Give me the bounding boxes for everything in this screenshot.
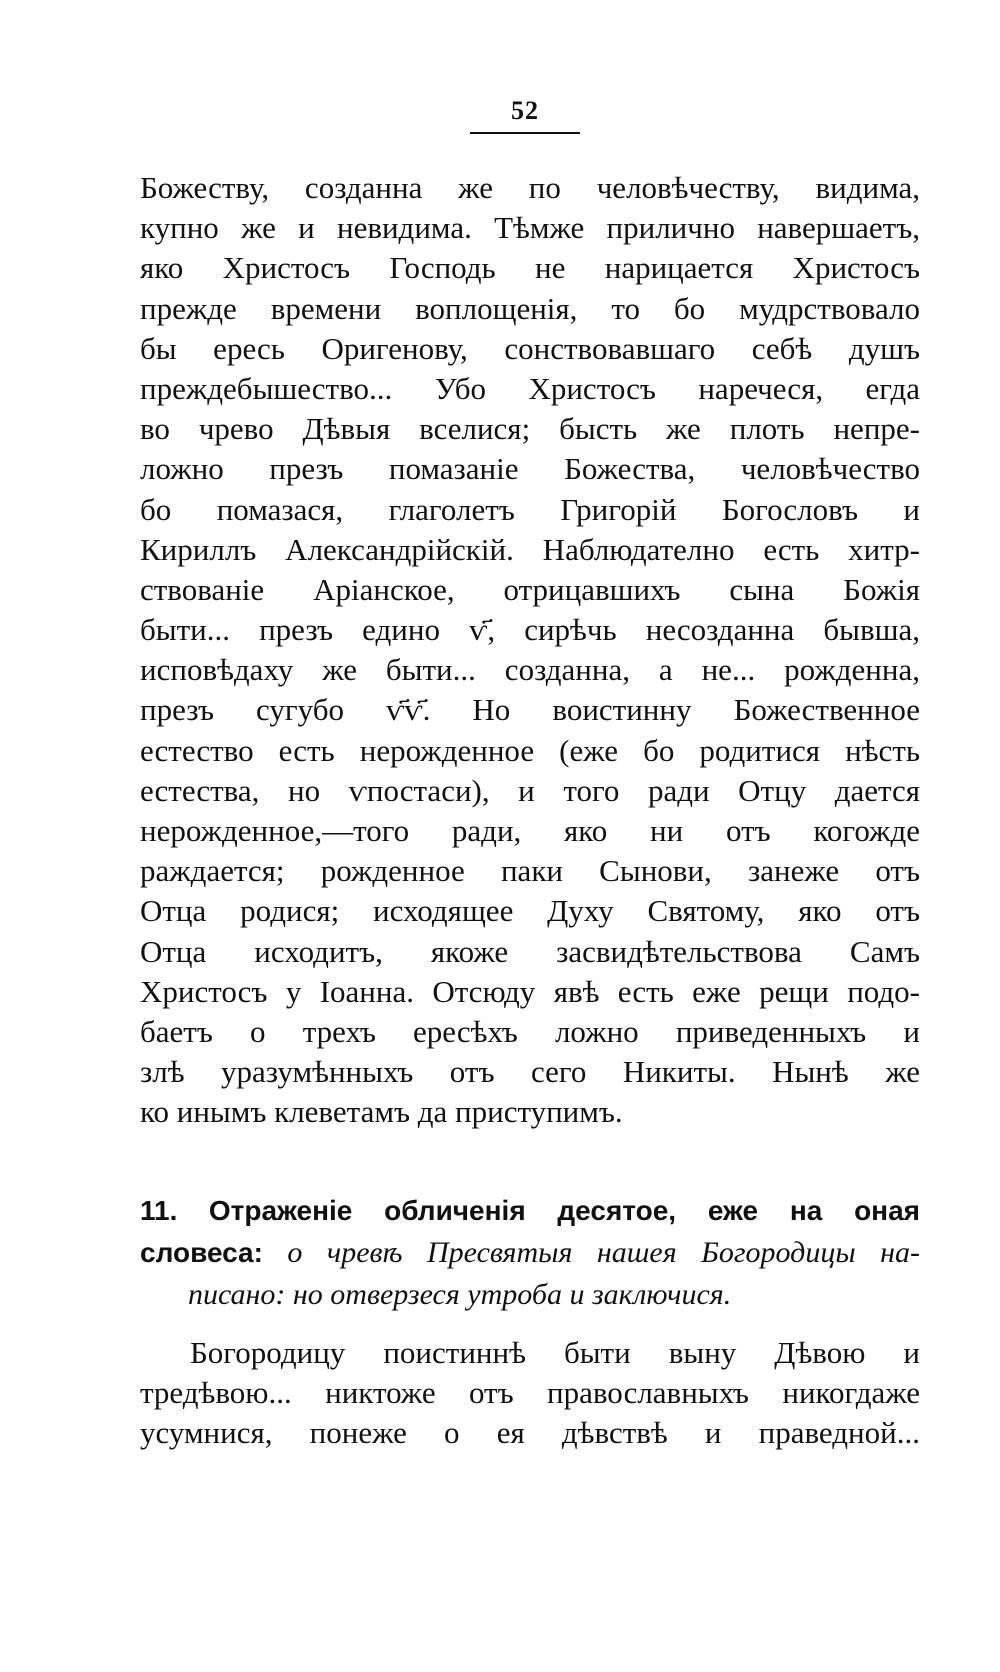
text-line: баетъ о трехъ ересѣхъ ложно приведенныхъ и bbox=[140, 1013, 920, 1049]
page-header bbox=[470, 98, 580, 134]
text-line: преждебышество... Убо Христосъ наречеся, егда bbox=[140, 370, 920, 406]
text-line: ложно презъ помазаніе Божества, человѣчество bbox=[140, 451, 920, 487]
text-line: яко Христосъ Господь не нарицается Христосъ bbox=[140, 250, 920, 286]
text-line: бо помазася, глаголетъ Григорій Богословъ и bbox=[140, 491, 920, 527]
text-line: Кириллъ Александрійскій. Наблюдателно есть хитр- bbox=[140, 531, 920, 567]
text-line: во чрево Дѣвыя вселися; бысть же плоть непре- bbox=[140, 411, 920, 447]
text-line: ствованіе Аріанское, отрицавшихъ сына Божія bbox=[140, 571, 920, 607]
heading-title: Отраженіе обличенія десятое, еже на оная bbox=[208, 1195, 920, 1226]
text-line: исповѣдаху же быти... созданна, а не... рожденна, bbox=[140, 652, 920, 688]
text-line: Христосъ у Іоанна. Отсюду явѣ есть еже рещи подо- bbox=[140, 973, 920, 1009]
text-line: ко инымъ клеветамъ да приступимъ. bbox=[140, 1094, 623, 1130]
heading-quote: о чревѣ Пресвятыя нашея Богородицы на- bbox=[287, 1236, 920, 1269]
text-line: естество есть нерожденное (еже бо родитися нѣсть bbox=[140, 732, 920, 768]
text-line: прежде времени воплощенія, то бо мудрствовало bbox=[140, 290, 920, 326]
paragraph-2 bbox=[140, 1333, 920, 1454]
text-line: Отца исходитъ, якоже засвидѣтельствова Самъ bbox=[140, 933, 920, 969]
text-line: раждается; рожденное паки Сынови, занеже отъ bbox=[140, 853, 920, 889]
text-line: быти... презъ едино ѵ҃, сирѣчь несозданна бывша, bbox=[140, 612, 920, 648]
section-heading bbox=[140, 1190, 920, 1316]
section-number: 11. bbox=[140, 1195, 178, 1226]
text-line: Богородицу поистиннѣ быти выну Дѣвою и bbox=[190, 1335, 920, 1370]
heading-line-2 bbox=[140, 1232, 920, 1274]
text-line: нерожденное,—того ради, яко ни отъ когожде bbox=[140, 813, 920, 848]
text-line: презъ сугубо ѵ҃ѵ҃. Но воистинну Божественное bbox=[140, 692, 920, 728]
heading-line-1 bbox=[140, 1190, 920, 1232]
text-line: усумнися, понеже о ея дѣвствѣ и праведной... bbox=[140, 1415, 920, 1451]
text-line: злѣ уразумѣнныхъ отъ сего Никиты. Нынѣ же bbox=[140, 1054, 920, 1090]
heading-title-end: словеса: bbox=[140, 1237, 263, 1268]
page-number: 52 bbox=[511, 96, 539, 125]
text-line: тредѣвою... никтоже отъ православныхъ никогдаже bbox=[140, 1375, 920, 1411]
heading-quote-end: писано: но отверзеся утроба и заключися. bbox=[188, 1278, 732, 1311]
header-rule bbox=[470, 132, 580, 134]
heading-line-3 bbox=[140, 1274, 920, 1316]
text-line: купно же и невидима. Тѣмже прилично навершаетъ, bbox=[140, 210, 920, 246]
text-line: естества, но ѵпостаси), и того ради Отцу дается bbox=[140, 772, 920, 808]
text-line: бы ересь Оригенову, сонствовавшаго себѣ душъ bbox=[140, 330, 920, 366]
text-line: Отца родися; исходящее Духу Святому, яко отъ bbox=[140, 893, 920, 929]
paragraph-1 bbox=[140, 168, 920, 1133]
text-line: Божеству, созданна же по человѣчеству, видима, bbox=[140, 170, 920, 205]
